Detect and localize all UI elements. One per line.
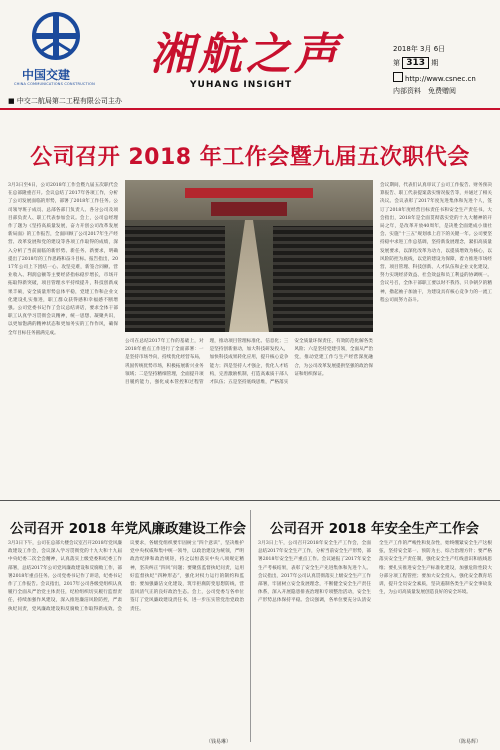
conference-photo (125, 180, 373, 332)
issue-label: 第 (393, 59, 400, 67)
photo-banner (185, 188, 313, 198)
globe-icon (393, 72, 403, 82)
issue-suffix: 期 (431, 59, 439, 67)
distribution-note: 内部资料 免费赠阅 (393, 87, 456, 95)
company-name-cn: 中国交建 (22, 68, 71, 82)
lead-article-col-right: 会议期间，代表们认真审议了公司工作报告、财务预决算报告、职工代表提案落实情况报告等，并通过了相关决议。会议表彰了2017年度先进集体和先进个人，签订了2018年度经营目标责任书和安全生产责任书。大会指出，2018年是全面贯彻落实党的十九大精神的开局之年，是改革开放40周年，是决胜全面建成小康社会、实施“十三五”规划承上启下的关键一年。公司要坚持稳中求进工作总基调，坚持新发展理念，紧扣高质量发展要求，以深化改革为动力，以提质增效为核心，以风险防控为底线，以党的建设为保障，着力推进市场经营、项目管理、科技创新、人才队伍和企业文化建设，努力实现经济效益、社会效益和员工利益的协调统一。会议号召，全体干部职工要以时不我待、只争朝夕的精神，撸起袖子加油干，为建设具有核心竞争力的一流工程公司而努力奋斗。 (380, 183, 492, 303)
safety-body: 3月3日上午，公司召开2018年安全生产工作会，全面总结2017年安全生产工作，分析当前安全生产形势，部署2018年安全生产重点工作。会议通报了2017年安全生产考核结果，表彰了安全生产先进集体和先进个人。会议指出，2017年公司认真贯彻落实上级安全生产工作部署，牢固树立安全发展理念，不断健全安全生产责任体系，深入开展隐患排查治理和专项整治活动，安全生产形势总体保持平稳。会议强调，各单位要充分认清安全生产工作的严峻性和复杂性，始终绷紧安全生产这根弦，坚持安全第一、预防为主、综合治理方针；要严格落实安全生产责任制，强化安全生产红线意识和底线思维；要扎实推进安全生产标准化建设，加强危险性较大分部分项工程管控；要加大安全投入，强化安全教育培训，提升全员安全素质，坚决遏制各类生产安全事故发生，为公司高质量发展创造良好的安全环境。 (258, 541, 492, 604)
photo-audience-right (273, 226, 373, 332)
anticorruption-byline: （钱易琳） (206, 739, 232, 745)
headline: 公司召开 2018 年工作会暨九届五次职代会 (30, 145, 470, 170)
header-divider (0, 108, 500, 110)
china-communications-logo-icon (26, 12, 86, 64)
anticorruption-title: 公司召开 2018 年党风廉政建设工作会 (10, 521, 246, 537)
issue-number-row (393, 57, 493, 69)
photo-audience-left (125, 226, 225, 332)
photo-aisle (229, 220, 269, 332)
issue-date: 2018年 3月 6日 (393, 45, 446, 53)
safety-title: 公司召开 2018 年安全生产工作会 (270, 521, 479, 537)
issue-number: 313 (402, 57, 429, 69)
organizer-line: ■ 中交二航局第二工程有限公司主办 (8, 97, 122, 105)
lead-article-col-left: 3月3日至4日，公司2018年工作会暨九届五次职代会在总部隆重召开。会议总结了2017年各项工作，分析了公司发展面临的形势，部署了2018年工作任务。公司领导班子成员、总部各部门负责人、各分公司及项目部负责人、职工代表参加会议。会上，公司总经理作了题为《坚持高质量发展，奋力开创公司改革发展新局面》的工作报告，全面回顾了公司2017年生产经营、改革发展和党的建设等各项工作取得的成绩，深入分析了当前面临的新形势、新任务、新要求，明确提出了2018年的工作思路和奋斗目标。报告指出，2017年公司上下团结一心、攻坚克难，新签合同额、营业收入、利润总额等主要经济指标稳步增长，市场开拓取得新突破，项目管理水平持续提升，科技创新成果丰硕，安全质量形势总体平稳，党建工作和企业文化建设扎实推进，职工群众获得感和幸福感不断增强。公司党委书记作了会议总结讲话，要求全体干部职工认真学习贯彻会议精神，统一思想、凝聚共识，以更加饱满的精神状态和更加务实的工作作风，确保全年目标任务圆满完成。 (8, 183, 118, 336)
website-link[interactable]: http://www.csnec.cn (405, 75, 476, 83)
photo-stage (211, 202, 287, 216)
safety-byline: （陈易辉） (456, 739, 482, 745)
section-divider (0, 500, 500, 501)
organizer-text: 中交二航局第二工程有限公司主办 (16, 97, 122, 105)
website-row (393, 72, 493, 83)
issue-meta (393, 44, 493, 99)
anticorruption-body: 3月3日下午，公司在总部大楼会议室召开2018年党风廉政建设工作会，会议深入学习贯彻党的十九大和十九届中央纪委二次全会精神，认真落实上级党委和纪委工作部署，总结2017年公司党风廉政建设和反腐败工作，部署2018年重点任务。公司党委书记作了讲话，纪委书记作了工作报告。会议指出，2017年公司各级党组织认真履行全面从严治党主体责任，纪检组织切实履行监督责任，持续加强作风建设，深入推进廉洁风险防控，严肃执纪问责，党风廉政建设和反腐败工作取得新成效。会议要求，各级党组织要牢固树立“四个意识”，坚决维护党中央权威和集中统一领导，以政治建设为统领，严明政治纪律和政治规矩，持之以恒落实中央八项规定精神，坚决纠正“四风”问题；要聚焦监督执纪问责，运用好监督执纪“四种形态”，强化对权力运行的制约和监督；要加强廉洁文化建设，筑牢拒腐防变思想防线，营造风清气正的良好政治生态。会上，公司党委与各单位签订了党风廉政建设责任书，进一步压实管党治党政治责任。 (8, 541, 244, 612)
company-name-en: CHINA COMMUNICATIONS CONSTRUCTION (14, 82, 95, 86)
column-divider (250, 510, 251, 742)
newspaper-title-en: YUHANG INSIGHT (190, 80, 293, 90)
newspaper-title: 湘航之声 (150, 29, 342, 80)
masthead (0, 0, 500, 115)
lead-article-col-bottom: 公司在总结2017年工作的基础上，对2018年重点工作进行了全面部署：一是坚持市场导向，持续优化经营布局，巩固传统优势市场，积极拓展新兴业务领域；二是坚持精细管理，全面提升项目履约能力，强化成本管控和过程管理，推动项目管理标准化、信息化；三是坚持创新驱动，加大科技研发投入，加快科技成果转化应用，提升核心竞争能力；四是坚持人才强企，优化人才结构，完善激励机制，打造高素质干部人才队伍；五是坚持底线思维，严格落实安全质量环保责任，有效防范化解各类风险；六是坚持党建引领，全面从严治党，推动党建工作与生产经营深度融合，为公司改革发展提供坚强的政治保证和组织保证。 (125, 339, 373, 386)
